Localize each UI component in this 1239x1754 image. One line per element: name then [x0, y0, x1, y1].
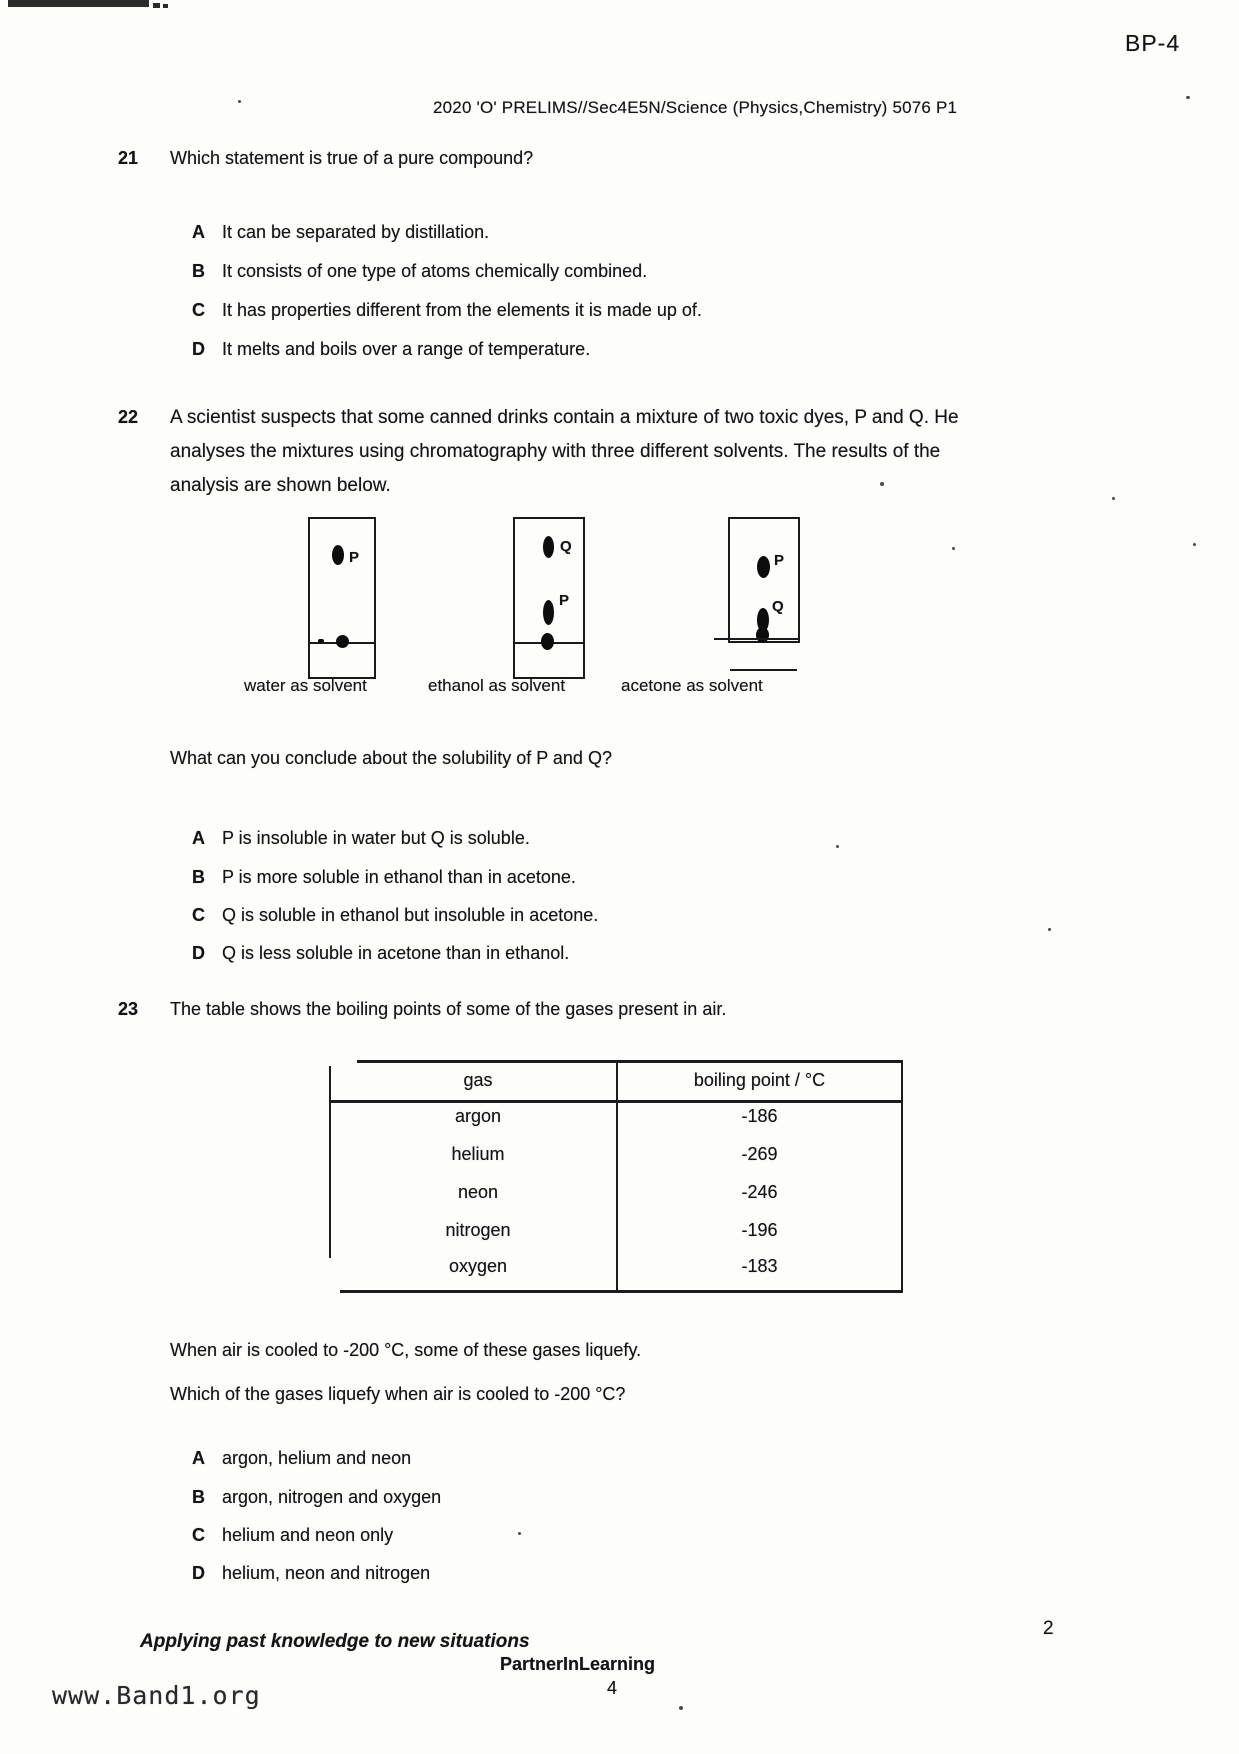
watermark-url: www.Band1.org: [52, 1681, 261, 1710]
option-text: It melts and boils over a range of temperature.: [222, 339, 591, 359]
boiling-point: -196: [741, 1220, 778, 1240]
q23-option-c: [192, 1525, 393, 1546]
option-letter: D: [192, 1563, 205, 1583]
option-text: P is more soluble in ethanol than in acetone.: [222, 867, 576, 887]
option-text: helium, neon and nitrogen: [222, 1563, 431, 1583]
spot-p-label: P: [559, 592, 570, 609]
footer-brand: PartnerInLearning: [500, 1654, 656, 1674]
table-header-boiling-point: boiling point / °C: [693, 1070, 826, 1090]
boiling-point: -186: [741, 1106, 778, 1126]
solvent-label-ethanol: ethanol as solvent: [428, 676, 566, 695]
baseline-smudge: [318, 639, 324, 643]
table-bottom-border: [340, 1290, 903, 1293]
spot-q-label: Q: [560, 538, 572, 555]
scan-speck: [1193, 543, 1196, 546]
option-letter: C: [192, 300, 205, 320]
option-letter: C: [192, 1525, 205, 1545]
scan-speck: [952, 547, 955, 550]
baseline-spot: [756, 627, 769, 643]
q23-note1: When air is cooled to -200 °C, some of these gases liquefy.: [170, 1340, 642, 1360]
option-text: It can be separated by distillation.: [222, 222, 490, 242]
scan-speck: [836, 845, 839, 848]
table-header-gas: gas: [463, 1070, 493, 1090]
table-row: [340, 1182, 903, 1203]
gas-name: nitrogen: [445, 1220, 511, 1240]
option-text: It consists of one type of atoms chemically combined.: [222, 261, 648, 281]
table-header-separator: [329, 1100, 903, 1103]
spot-q-label: Q: [772, 598, 784, 615]
spot-p: [332, 545, 344, 565]
q22-stem-line2: analyses the mixtures using chromatography with three different solvents. The results of the: [170, 441, 941, 462]
option-letter: D: [192, 943, 205, 963]
table-header-row: [340, 1070, 903, 1091]
option-text: helium and neon only: [222, 1525, 394, 1545]
q21-option-d: [192, 339, 590, 360]
q21-stem: Which statement is true of a pure compound?: [170, 148, 534, 168]
scan-speck: [1112, 497, 1115, 500]
table-row: [340, 1106, 903, 1127]
q21-number: 21: [118, 148, 139, 168]
acetone-bottom-line: [730, 669, 797, 671]
chromatogram-strip-water: [308, 517, 376, 679]
q22-question: What can you conclude about the solubility of P and Q?: [170, 748, 612, 768]
footer-tagline: Applying past knowledge to new situations: [140, 1631, 530, 1652]
q22-stem-line1: A scientist suspects that some canned drinks contain a mixture of two toxic dyes, P and Q. He: [170, 407, 959, 428]
scan-speck: [679, 1706, 683, 1710]
option-text: Q is less soluble in acetone than in ethanol.: [222, 943, 570, 963]
acetone-baseline: [714, 638, 798, 640]
spot-p: [757, 556, 770, 578]
option-text: argon, nitrogen and oxygen: [222, 1487, 442, 1507]
table-top-border: [357, 1060, 903, 1063]
solvent-label-water: water as solvent: [244, 676, 367, 695]
scan-artifact-mark: [163, 4, 168, 8]
page-corner-code: BP-4: [1125, 30, 1181, 56]
scan-speck: [1048, 928, 1051, 931]
scan-artifact-bar: [8, 0, 149, 7]
scan-speck: [238, 100, 241, 103]
option-letter: A: [192, 828, 205, 848]
chromatogram-strip-ethanol: [513, 517, 585, 679]
q22-number: 22: [118, 407, 139, 427]
q23-option-d: [192, 1563, 430, 1584]
q22-option-c: [192, 905, 598, 926]
q23-option-a: [192, 1448, 411, 1469]
q21-option-c: [192, 300, 702, 321]
q22-stem-line3: analysis are shown below.: [170, 475, 391, 496]
option-letter: B: [192, 1487, 205, 1507]
option-text: Q is soluble in ethanol but insoluble in acetone.: [222, 905, 599, 925]
q23-note2: Which of the gases liquefy when air is cooled to -200 °C?: [170, 1384, 626, 1404]
q22-option-d: [192, 943, 569, 964]
chromatogram-strip-acetone: [728, 517, 800, 643]
scan-speck: [880, 482, 884, 486]
solvent-label-acetone: acetone as solvent: [621, 676, 763, 695]
boiling-point: -269: [741, 1144, 778, 1164]
spot-q: [543, 536, 554, 558]
spot-p-label: P: [349, 549, 360, 566]
table-left-border: [329, 1066, 331, 1258]
footer-small-number: 4: [607, 1678, 618, 1698]
option-text: P is insoluble in water but Q is soluble.: [222, 828, 530, 848]
q21-option-b: [192, 261, 647, 282]
scan-speck: [518, 1532, 521, 1535]
scan-speck: [1186, 96, 1190, 99]
gas-name: oxygen: [448, 1256, 508, 1276]
option-text: argon, helium and neon: [222, 1448, 412, 1468]
baseline-spot: [541, 633, 554, 650]
page-number: 2: [1043, 1618, 1054, 1639]
option-text: It has properties different from the elements it is made up of.: [222, 300, 702, 320]
table-row: [340, 1220, 903, 1241]
spot-p: [543, 600, 554, 625]
boiling-point: -246: [741, 1182, 778, 1202]
table-row: [340, 1144, 903, 1165]
option-letter: B: [192, 261, 205, 281]
q21-option-a: [192, 222, 489, 243]
baseline-spot: [336, 635, 349, 648]
q23-option-b: [192, 1487, 441, 1508]
option-letter: A: [192, 222, 205, 242]
gas-name: neon: [457, 1182, 499, 1202]
option-letter: D: [192, 339, 205, 359]
q22-option-a: [192, 828, 530, 849]
option-letter: C: [192, 905, 205, 925]
document-header: 2020 'O' PRELIMS//Sec4E5N/Science (Physics,Chemistry) 5076 P1: [433, 98, 958, 117]
gas-name: helium: [451, 1144, 505, 1164]
gas-name: argon: [454, 1106, 502, 1126]
option-letter: A: [192, 1448, 205, 1468]
q23-number: 23: [118, 999, 139, 1019]
q22-option-b: [192, 867, 576, 888]
spot-p-label: P: [774, 552, 785, 569]
table-row: [340, 1256, 903, 1277]
option-letter: B: [192, 867, 205, 887]
q23-stem: The table shows the boiling points of some of the gases present in air.: [170, 999, 727, 1019]
scan-artifact-mark: [153, 3, 160, 8]
boiling-point: -183: [741, 1256, 778, 1276]
